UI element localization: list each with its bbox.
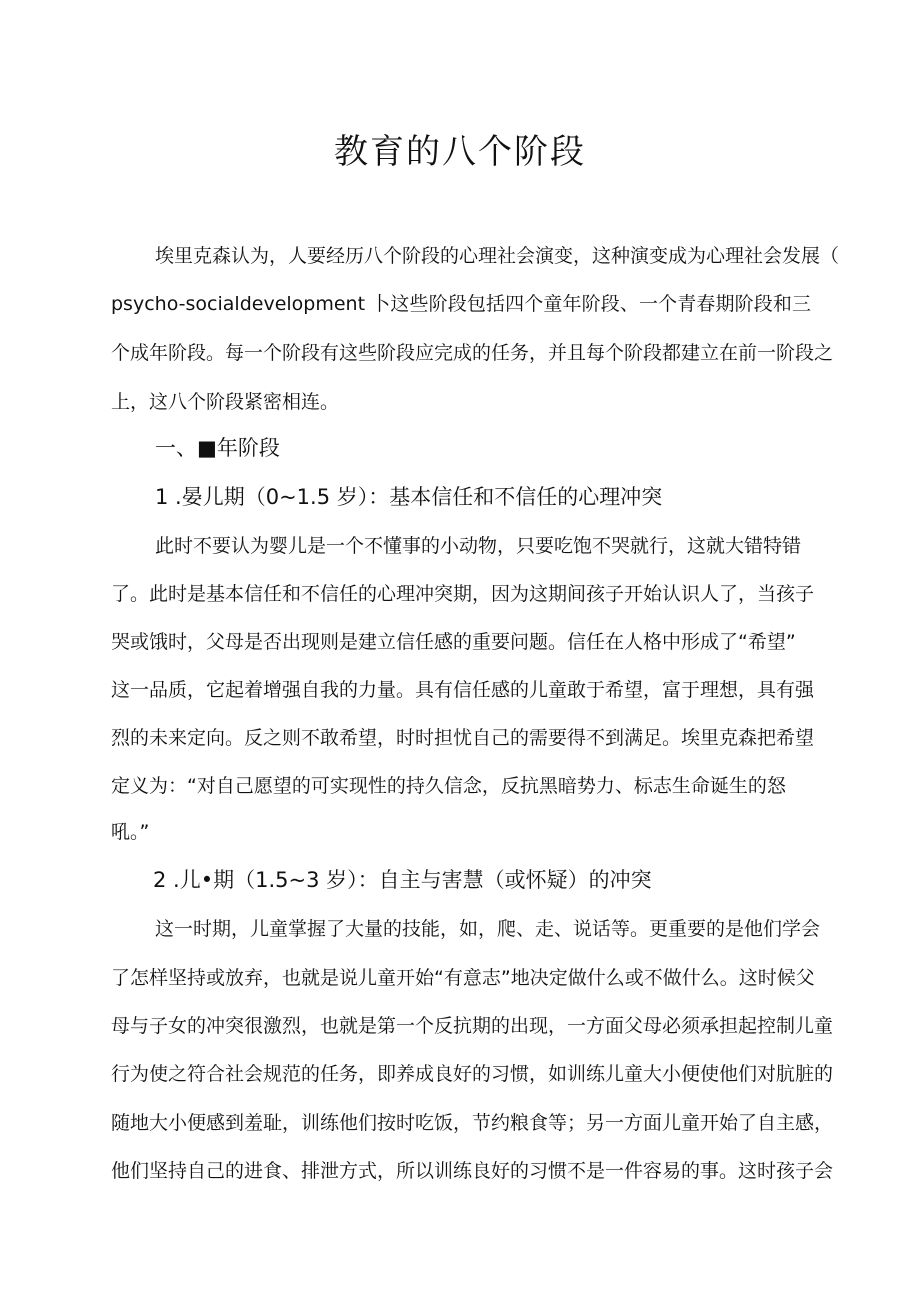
stage2-line-5: 随地大小便感到羞耻，训练他们按时吃饭，节约粮食等；另一方面儿童开始了自主感， (111, 1112, 834, 1134)
stage2-line-3: 母与子女的冲突很激烈，也就是第一个反抗期的出现，一方面父母必须承担起控制儿童 (111, 1015, 834, 1037)
section-heading: 一、■年阶段 (155, 436, 280, 460)
intro-line-4: 上，这八个阶段紧密相连。 (111, 391, 340, 413)
stage1-line-3: 哭或饿时，父母是否出现则是建立信任感的重要问题。信任在人格中形成了“希望” (111, 631, 796, 653)
stage2-line-2: 了怎样坚持或放弃，也就是说儿童开始“有意志”地决定做什么或不做什么。这时候父 (111, 967, 815, 989)
intro-line-1: 埃里克森认为，人要经历八个阶段的心理社会演变，这种演变成为心理社会发展（ (155, 245, 840, 267)
stage1-line-5: 烈的未来定向。反之则不敢希望，时时担忧自己的需要得不到满足。埃里克森把希望 (111, 727, 815, 749)
intro-line-3: 个成年阶段。每一个阶段有这些阶段应完成的任务，并且每个阶段都建立在前一阶段之 (111, 342, 834, 364)
stage2-line-4: 行为使之符合社会规范的任务，即养成良好的习惯，如训练儿童大小便使他们对肮脏的 (111, 1063, 834, 1085)
intro-line-2: psycho-socialdevelopment 卜这些阶段包括四个童年阶段、一个青春期阶段和三 (111, 293, 811, 315)
page-title: 教育的八个阶段 (334, 132, 586, 172)
stage1-line-7: 吼。” (111, 821, 150, 843)
stage2-line-1: 这一时期，儿童掌握了大量的技能，如，爬、走、说话等。更重要的是他们学会 (155, 918, 821, 940)
stage1-line-4: 这一品质，它起着增强自我的力量。具有信任感的儿童敢于希望，富于理想，具有强 (111, 679, 815, 701)
stage1-line-1: 此时不要认为婴儿是一个不懂事的小动物，只要吃饱不哭就行，这就大错特错 (155, 535, 802, 557)
stage2-heading: 2 .儿•期（1.5~3 岁）：自主与害慧（或怀疑）的冲突 (153, 868, 652, 892)
stage2-line-6: 他们坚持自己的进食、排泄方式，所以训练良好的习惯不是一件容易的事。这时孩子会 (111, 1160, 834, 1182)
stage1-line-6: 定义为：“对自己愿望的可实现性的持久信念，反抗黑暗势力、标志生命诞生的怒 (111, 775, 786, 797)
stage1-line-2: 了。此时是基本信任和不信任的心理冲突期，因为这期间孩子开始认识人了，当孩子 (111, 583, 815, 605)
stage1-heading: 1 .晏儿期（0~1.5 岁）：基本信任和不信任的心理冲突 (155, 485, 663, 509)
